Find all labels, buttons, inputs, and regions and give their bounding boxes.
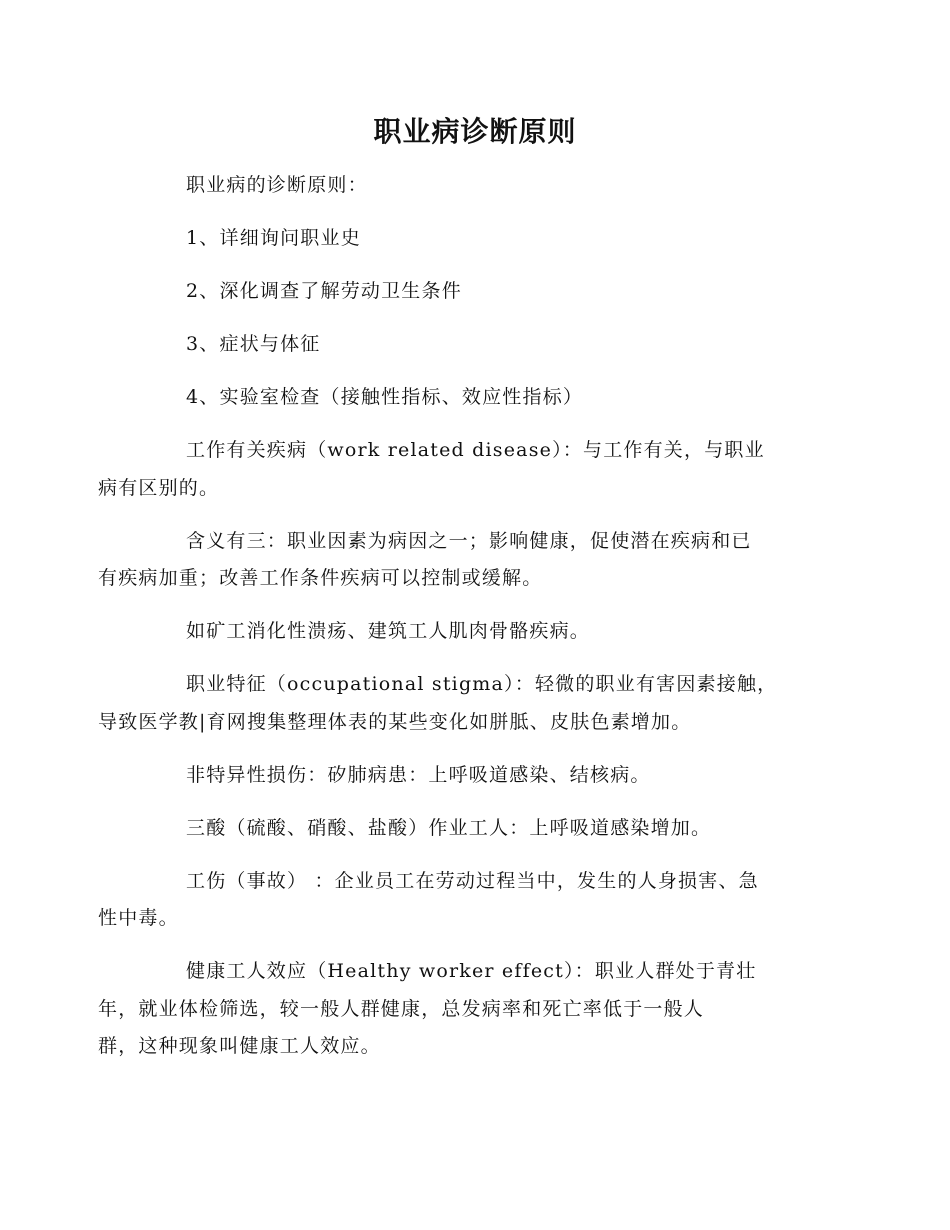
paragraph-line: 职业特征（occupational stigma）：轻微的职业有害因素接触， (186, 673, 778, 695)
paragraph-line: 群，这种现象叫健康工人效应。 (98, 1035, 381, 1057)
paragraph-line: 非特异性损伤：矽肺病患：上呼吸道感染、结核病。 (186, 763, 651, 786)
paragraph-line: 如矿工消化性溃疡、建筑工人肌肉骨骼疾病。 (186, 620, 591, 642)
paragraph-occupational-stigma (98, 666, 806, 741)
paragraph-intro (142, 167, 806, 205)
paragraph-meaning (98, 523, 806, 598)
list-item-3 (142, 326, 806, 364)
paragraph-line: 性中毒。 (98, 907, 179, 929)
paragraph-line: 1、详细询问职业史 (186, 227, 361, 249)
list-item-4 (142, 379, 806, 417)
paragraph-line: 4、实验室检查（接触性指标、效应性指标） (186, 386, 584, 408)
list-item-2 (142, 273, 806, 311)
paragraph-line: 工作有关疾病（work related disease）：与工作有关，与职业 (186, 439, 765, 461)
list-item-1 (142, 220, 806, 258)
paragraph-line: 含义有三：职业因素为病因之一；影响健康，促使潜在疾病和已 (186, 529, 752, 552)
paragraph-line: 导致医学教|育网搜集整理体表的某些变化如胼胝、皮肤色素增加。 (98, 710, 692, 733)
paragraph-line: 3、症状与体征 (186, 333, 321, 355)
paragraph-line: 三酸（硫酸、硝酸、盐酸）作业工人：上呼吸道感染增加。 (186, 816, 712, 839)
paragraph-line: 职业病的诊断原则： (186, 174, 368, 196)
paragraph-line: 病有区别的。 (98, 476, 220, 499)
paragraph-three-acids (142, 810, 806, 848)
document-body (98, 167, 806, 1081)
paragraph-work-injury (98, 863, 806, 938)
paragraph-example (142, 613, 806, 651)
paragraph-line: 2、深化调查了解劳动卫生条件 (186, 280, 462, 302)
paragraph-nonspecific-injury (142, 757, 806, 795)
paragraph-line: 工伤（事故） ：企业员工在劳动过程当中，发生的人身损害、急 (186, 869, 759, 892)
paragraph-line: 健康工人效应（Healthy worker effect）：职业人群处于青壮 (186, 960, 757, 982)
paragraph-work-related-disease (98, 432, 806, 507)
document-title: 职业病诊断原则 (373, 115, 577, 148)
paragraph-healthy-worker-effect (98, 953, 806, 1066)
paragraph-line: 有疾病加重；改善工作条件疾病可以控制或缓解。 (98, 567, 543, 589)
paragraph-line: 年，就业体检筛选，较一般人群健康，总发病率和死亡率低于一般人 (98, 997, 705, 1020)
